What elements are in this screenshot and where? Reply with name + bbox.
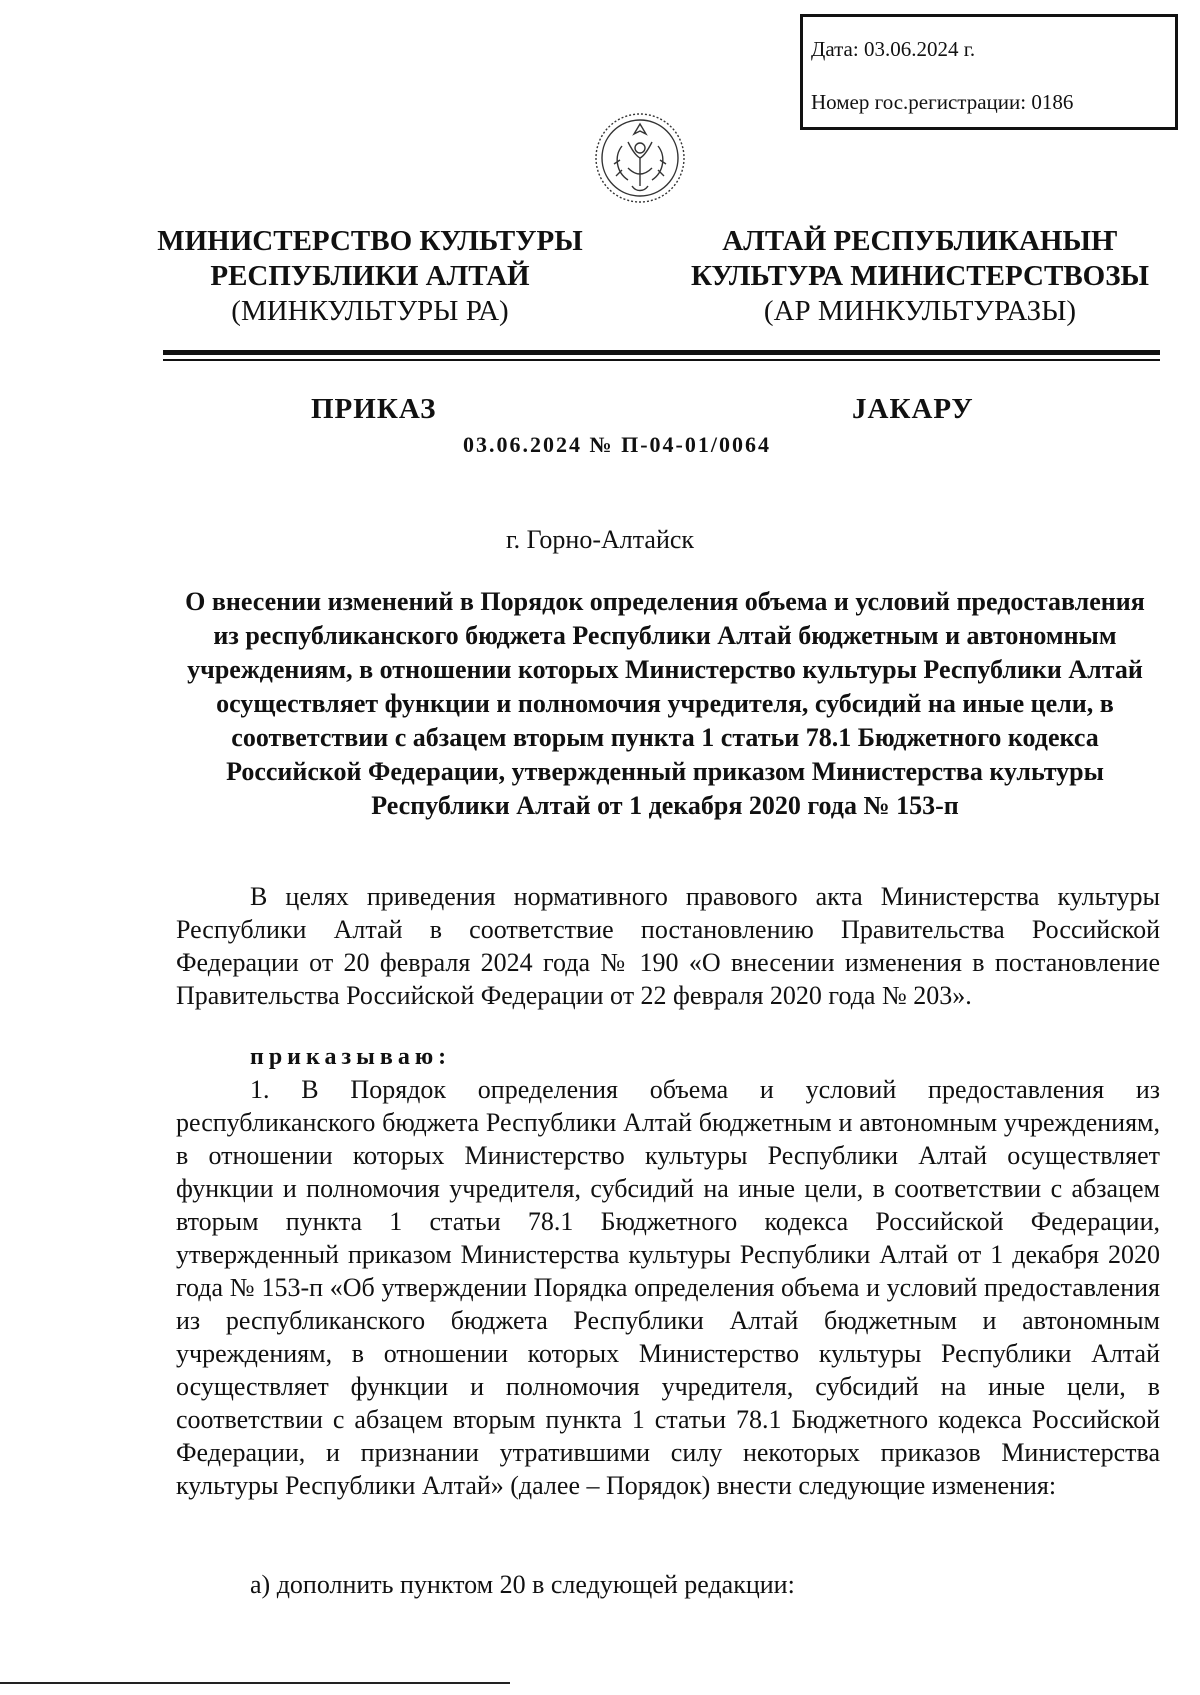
header-divider-thick (163, 350, 1160, 355)
order-title-russian: ПРИКАЗ (311, 393, 437, 425)
city-line: г. Горно-Алтайск (505, 525, 695, 554)
item-a-paragraph: а) дополнить пунктом 20 в следующей редакции: (250, 1570, 795, 1599)
ministry-ru-line2: РЕСПУБЛИКИ АЛТАЙ (210, 260, 530, 292)
document-title: О внесении изменений в Порядок определения объема и условий предоставления из республиканского бюджета Республики Алтай бюджетным и автономным учреждениям, в отношении которых Министерство культуры Республики Алтай осуществляет функции и полномочия учредителя, субсидий на иные цели, в соответствии с абзацем вторым пункта 1 статьи 78.1 Бюджетного кодекса Российской Федерации, утвержденный приказом Министерства культуры Республики Алтай от 1 декабря 2020 года № 153-п (185, 587, 1145, 820)
ministry-ru-line1: МИНИСТЕРСТВО КУЛЬТУРЫ (157, 225, 583, 257)
ministry-ru-abbr: (МИНКУЛЬТУРЫ РА) (231, 295, 509, 327)
preamble-paragraph: В целях приведения нормативного правового акта Министерства культуры Республики Алтай в соответствие постановлению Правительства Российской Федерации от 20 февраля 2024 года № 190 «О внесении изменения в постановление Правительства Российской Федерации от 22 февраля 2020 года № 203». (176, 882, 1160, 1010)
coat-of-arms-emblem (592, 106, 688, 210)
ministry-alt-line2: КУЛЬТУРА МИНИСТЕРСТВОЗЫ (690, 260, 1150, 292)
header-divider-thin (163, 359, 1160, 361)
order-title-altai: ЈАКАРУ (852, 393, 974, 425)
ministry-name-russian (150, 224, 590, 329)
registration-stamp-box (800, 14, 1178, 130)
order-word: приказываю: (250, 1044, 452, 1070)
registration-number: Номер гос.регистрации: 0186 (811, 90, 1074, 114)
order-number: 03.06.2024 № П-04-01/0064 (463, 432, 771, 457)
item-1-paragraph: 1. В Порядок определения объема и условий предоставления из республиканского бюджета Республики Алтай бюджетным и автономным учреждениям, в отношении которых Министерство культуры Республики Алтай осуществляет функции и полномочия учредителя, субсидий на иные цели, в соответствии с абзацем вторым пункта 1 статьи 78.1 Бюджетного кодекса Российской Федерации, утвержденный приказом Министерства культуры Республики Алтай от 1 декабря 2020 года № 153-п «Об утверждении Порядка определения объема и условий предоставления из республиканского бюджета Республики Алтай бюджетным и автономным учреждениям, в отношении которых Министерство культуры Республики Алтай осуществляет функции и полномочия учредителя, субсидий на иные цели, в соответствии с абзацем вторым пункта 1 статьи 78.1 Бюджетного кодекса Российской Федерации, и признании утратившими силу некоторых приказов Министерства культуры Республики Алтай» (далее – Порядок) внести следующие изменения: (176, 1075, 1160, 1500)
ministry-alt-line1: АЛТАЙ РЕСПУБЛИКАНЫҤ (722, 225, 1118, 257)
ministry-alt-abbr: (АР МИНКУЛЬТУРАЗЫ) (763, 295, 1077, 327)
registration-date: Дата: 03.06.2024 г. (811, 37, 976, 61)
ministry-name-altai (680, 224, 1160, 329)
footer-rule (0, 1682, 510, 1684)
